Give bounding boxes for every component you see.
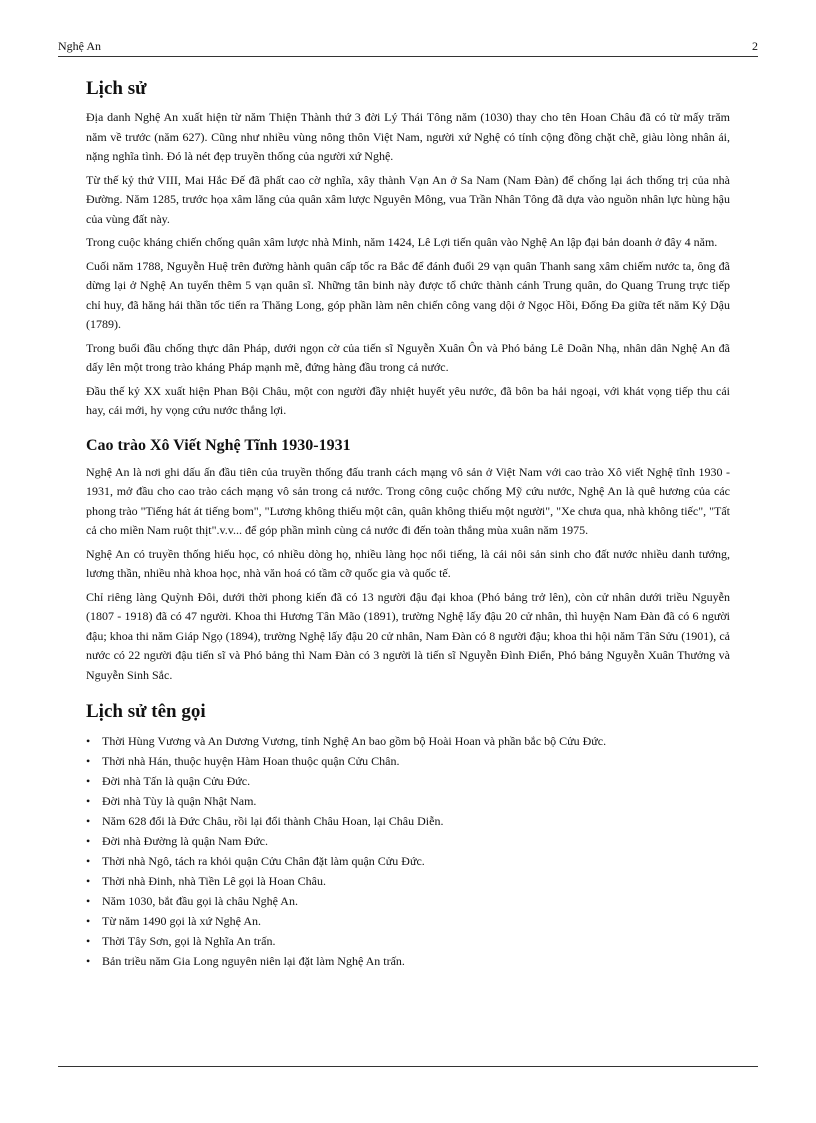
page-number: 2 [752,39,758,53]
list-item-text: Năm 1030, bắt đầu gọi là châu Nghệ An. [102,894,298,908]
list-item [86,831,730,851]
list-item [86,791,730,811]
bullet-icon: • [86,734,91,748]
list-item-text: Đời nhà Tùy là quận Nhật Nam. [102,794,257,808]
paragraph: Nghệ An có truyền thống hiếu học, có nhiều dòng họ, nhiều làng học nổi tiếng, là cái nôi sản sinh cho đất nước nhiều danh tướng, lương thần, nhiều nhà khoa học, nhà văn hoá có tầm cỡ quốc gia và quốc tế. [86,546,730,580]
section-heading-history: Lịch sử [86,78,147,99]
list-item-text: Thời nhà Đinh, nhà Tiền Lê gọi là Hoan Châu. [102,874,326,888]
bullet-icon: • [86,854,91,868]
bullet-icon: • [86,834,91,848]
list-item [86,751,730,771]
list-item-text: Thời Hùng Vương và An Dương Vương, tỉnh Nghệ An bao gồm bộ Hoài Hoan và phần bắc bộ Cửu Đức. [102,734,607,748]
list-item [86,891,730,911]
article-body [86,76,730,971]
list-item-text: Thời nhà Hán, thuộc huyện Hàm Hoan thuộc quận Cửu Chân. [102,754,400,768]
bullet-icon: • [86,774,91,788]
paragraph: Trong cuộc kháng chiến chống quân xâm lược nhà Minh, năm 1424, Lê Lợi tiến quân vào Nghệ An lập đại bản doanh ở đây 4 năm. [86,235,718,249]
name-history-list [86,731,730,971]
list-item [86,811,730,831]
running-title: Nghệ An [58,39,101,53]
list-item [86,931,730,951]
paragraph: Cuối năm 1788, Nguyễn Huệ trên đường hành quân cấp tốc ra Bắc để đánh đuổi 29 vạn quân Thanh sang xâm chiếm nước ta, ông đã dừng lại ở Nghệ An tuyển thêm 5 vạn quân sĩ. Những tân binh này được tổ chức thành cánh Trung quân, do Quang Trung trực tiếp chỉ huy, đã hăng hái thần tốc tiến ra Thăng Long, góp phần làm nên chiến công vang dội ở Ngọc Hồi, Đống Đa giữa tết năm Kỷ Dậu (1789). [86,258,730,331]
bullet-icon: • [86,814,91,828]
paragraph: Địa danh Nghệ An xuất hiện từ năm Thiện Thành thứ 3 đời Lý Thái Tông năm (1030) thay cho tên Hoan Châu đã có từ mấy trăm năm về trước (năm 627). Cũng như nhiều vùng nông thôn Việt Nam, người xứ Nghệ có tính cộng đồng chặt chẽ, giàu lòng nhân ái, nặng nghĩa tình. Đó là nét đẹp truyền thống của người xứ Nghệ. [86,110,730,163]
bullet-icon: • [86,794,91,808]
list-item-text: Đời nhà Tấn là quận Cửu Đức. [102,774,251,788]
list-item [86,731,730,751]
bullet-icon: • [86,934,91,948]
footer-rule [58,1066,758,1067]
section-heading-soviet: Cao trào Xô Viết Nghệ Tĩnh 1930-1931 [86,436,351,454]
list-item [86,911,730,931]
list-item-text: Thời Tây Sơn, gọi là Nghĩa An trấn. [102,934,276,948]
list-item-text: Đời nhà Đường là quận Nam Đức. [102,834,268,848]
list-item [86,851,730,871]
section-heading-names: Lịch sử tên gọi [86,701,206,722]
list-item-text: Bản triều năm Gia Long nguyên niên lại đặt làm Nghệ An trấn. [102,954,405,968]
list-item [86,771,730,791]
bullet-icon: • [86,874,91,888]
page-header [58,38,758,57]
bullet-icon: • [86,754,91,768]
list-item [86,951,730,971]
paragraph: Trong buổi đầu chống thực dân Pháp, dưới ngọn cờ của tiến sĩ Nguyễn Xuân Ôn và Phó bảng Lê Doãn Nhạ, nhân dân Nghệ An đã dấy lên một trong trào kháng Pháp mạnh mẽ, đứng hàng đầu trong cả nước. [86,340,730,374]
bullet-icon: • [86,894,91,908]
paragraph: Nghệ An là nơi ghi dấu ấn đầu tiên của truyền thống đấu tranh cách mạng vô sản ở Việt Nam với cao trào Xô viết Nghệ tĩnh 1930 - 1931, mở đầu cho cao trào cách mạng vô sản trong cả nước. Trong công cuộc chống Mỹ cứu nước, Nghệ An là quê hương của các phong trào "Tiếng hát át tiếng bom", "Lương không thiếu một cân, quân không thiếu một người", "Xe chưa qua, nhà không tiếc", "Tất cả cho miền Nam ruột thịt".v.v... để góp phần mình cùng cả nước đi đến toàn thắng mùa xuân năm 1975. [86,464,730,537]
list-item-text: Năm 628 đổi là Đức Châu, rồi lại đổi thành Châu Hoan, lại Châu Diễn. [102,814,444,828]
list-item-text: Thời nhà Ngô, tách ra khỏi quận Cửu Chân đặt làm quận Cửu Đức. [102,854,425,868]
bullet-icon: • [86,914,91,928]
paragraph: Đầu thế kỷ XX xuất hiện Phan Bội Châu, một con người đầy nhiệt huyết yêu nước, đã bôn ba hải ngoại, với khát vọng tiếp thu cái hay, cái mới, hy vọng cứu nước thắng lợi. [86,383,730,417]
paragraph: Chỉ riêng làng Quỳnh Đôi, dưới thời phong kiến đã có 13 người đậu đại khoa (Phó bảng trở lên), còn cử nhân dưới triều Nguyễn (1807 - 1918) đã có 47 người. Khoa thi Hương Tân Mão (1891), trường Nghệ lấy đậu 20 cử nhân, thì huyện Nam Đàn đã có 6 người đậu; khoa thi năm Giáp Ngọ (1894), trường Nghệ lấy đậu 20 cử nhân, Nam Đàn có 8 người đậu; khoa thi hội năm Tân Sửu (1901), cả nước có 22 người đậu tiến sĩ và Phó bảng thì Nam Đàn có 3 người là tiến sĩ Nguyễn Đình Điển, Phó bảng Nguyễn Xuân Thưởng và Nguyễn Sinh Sắc. [86,589,730,682]
list-item [86,871,730,891]
paragraph: Từ thế kỷ thứ VIII, Mai Hắc Đế đã phất cao cờ nghĩa, xây thành Vạn An ở Sa Nam (Nam Đàn) để chống lại ách thống trị của nhà Đường. Năm 1285, trước họa xâm lăng của quân xâm lược Nguyên Mông, vua Trần Nhân Tông đã dựa vào nguồn nhân lực hùng hậu của vùng đất này. [86,172,730,226]
bullet-icon: • [86,954,91,968]
list-item-text: Từ năm 1490 gọi là xứ Nghệ An. [102,914,261,928]
